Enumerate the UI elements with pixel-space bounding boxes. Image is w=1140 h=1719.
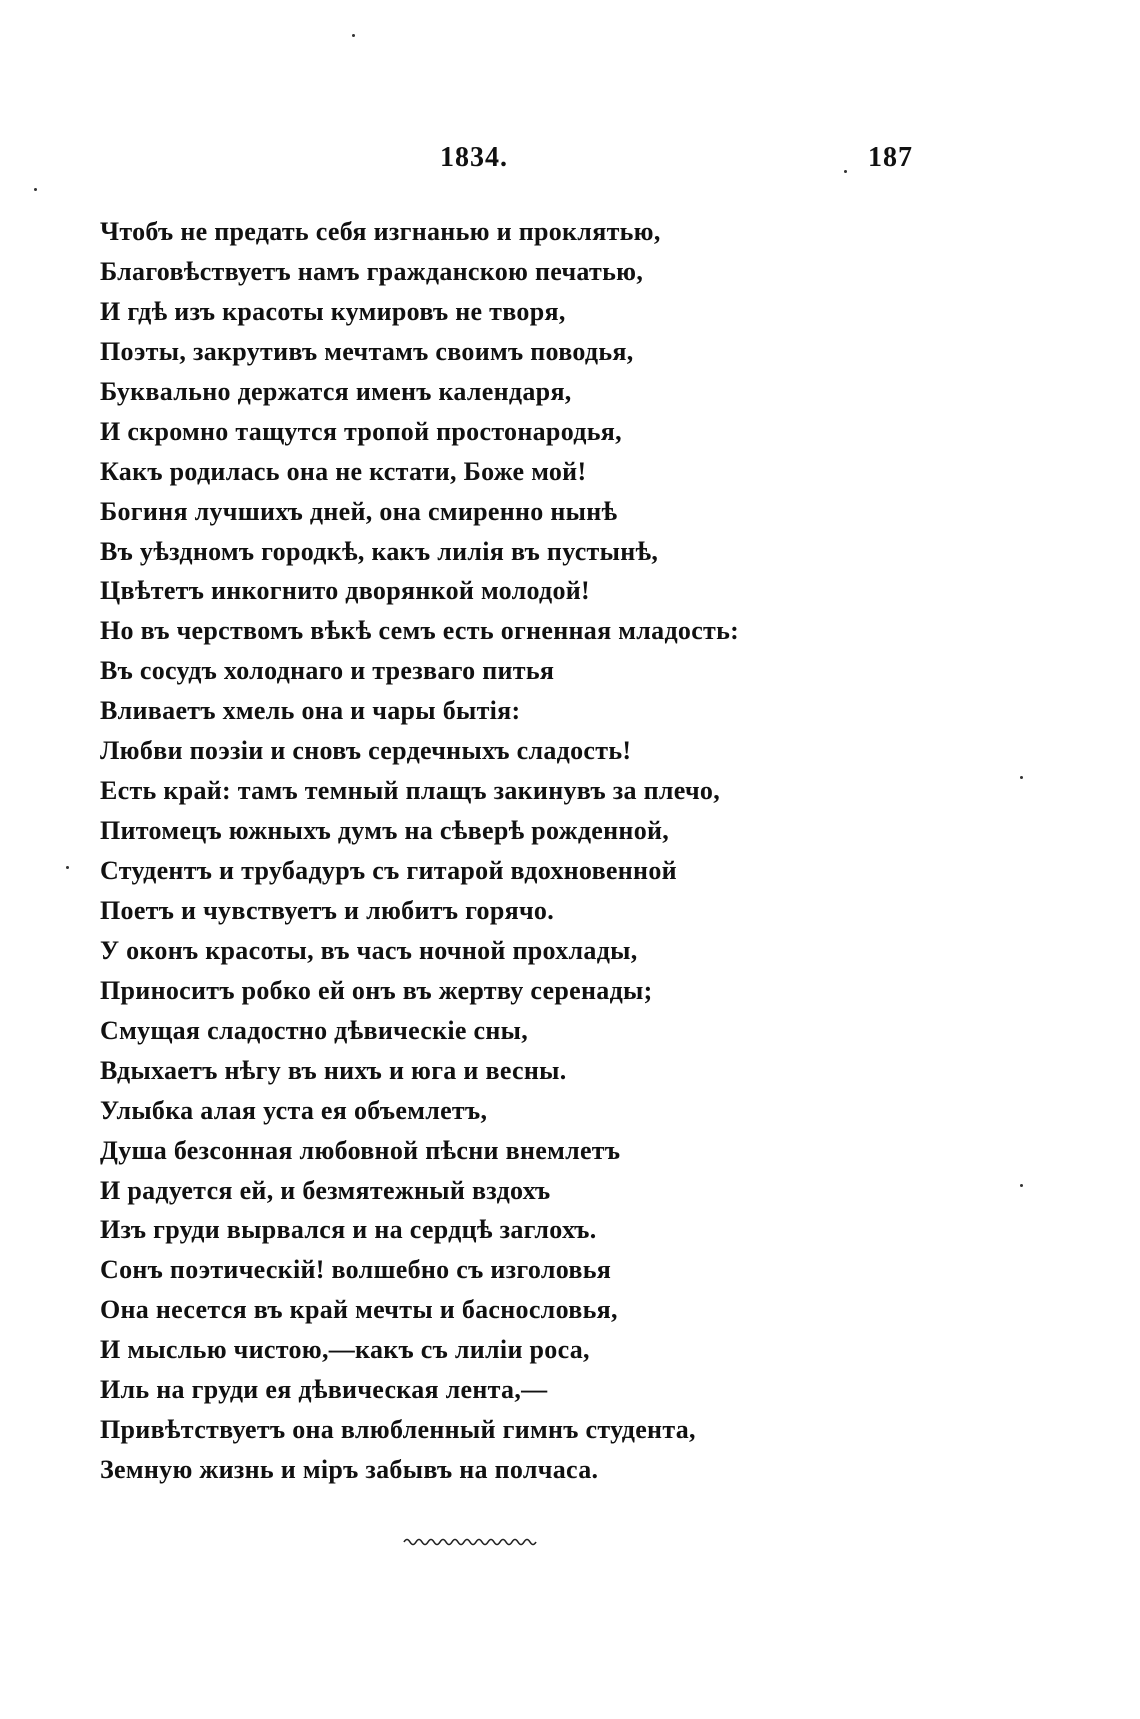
print-speck <box>1020 776 1023 779</box>
poem-text <box>100 212 1020 1490</box>
poem-line: И гдѣ изъ красоты кумировъ не творя, <box>100 296 566 326</box>
poem-line: Есть край: тамъ темный плащъ закинувъ за плечо, <box>100 776 721 806</box>
poem-line: Земную жизнь и міръ забывъ на полчаса. <box>100 1455 599 1485</box>
poem-line: И радуется ей, и безмятежный вздохъ <box>100 1175 551 1205</box>
print-speck <box>844 170 847 173</box>
poem-line: Вливаетъ хмель она и чары бытія: <box>100 696 521 726</box>
poem-line: Смущая сладостно дѣвическіе сны, <box>100 1015 529 1045</box>
poem-line: Приноситъ робко ей онъ въ жертву серенады; <box>100 975 653 1005</box>
poem-line: Она несется въ край мечты и баснословья, <box>100 1295 618 1325</box>
poem-line: Въ уѣздномъ городкѣ, какъ лилія въ пустынѣ, <box>100 536 659 566</box>
poem-line: Иль на груди ея дѣвическая лента,— <box>100 1375 548 1405</box>
print-speck <box>352 34 355 37</box>
poem-line: Въ сосудъ холоднаго и трезваго питья <box>100 656 555 686</box>
poem-line: Изъ груди вырвался и на сердцѣ заглохъ. <box>100 1215 597 1245</box>
poem-line: Душа безсонная любовной пѣсни внемлетъ <box>100 1135 621 1165</box>
poem-line: Поэты, закрутивъ мечтамъ своимъ поводья, <box>100 336 634 366</box>
poem-line: У оконъ красоты, въ часъ ночной прохлады, <box>100 935 638 965</box>
poem-line: Студентъ и трубадуръ съ гитарой вдохновенной <box>100 856 677 885</box>
poem-line: Благовѣствуетъ намъ гражданскою печатью, <box>100 256 644 286</box>
poem-line: Чтобъ не предать себя изгнанью и проклятью, <box>100 217 661 246</box>
print-speck <box>34 188 37 191</box>
print-speck <box>66 866 69 869</box>
page-number: 187 <box>868 142 913 173</box>
poem-line: Привѣтствуетъ она влюбленный гимнъ студента, <box>100 1415 696 1445</box>
poem-line: Какъ родилась она не кстати, Боже мой! <box>100 456 587 486</box>
poem-line: Богиня лучшихъ дней, она смиренно нынѣ <box>100 496 618 526</box>
header-year: 1834. <box>440 142 508 173</box>
running-header <box>0 142 1140 182</box>
poem-line: Вдыхаетъ нѣгу въ нихъ и юга и весны. <box>100 1055 567 1085</box>
poem-line: Цвѣтетъ инкогнито дворянкой молодой! <box>100 576 590 606</box>
poem-line: Буквально держатся именъ календаря, <box>100 376 572 406</box>
wavy-divider-ornament <box>402 1535 542 1549</box>
poem-line: Любви поэзіи и сновъ сердечныхъ сладость! <box>100 736 632 766</box>
poem-line: Улыбка алая уста ея объемлетъ, <box>100 1095 488 1125</box>
poem-line: Сонъ поэтическій! волшебно съ изголовья <box>100 1255 612 1285</box>
poem-line: И скромно тащутся тропой простонародья, <box>100 416 622 446</box>
print-speck <box>1020 1184 1023 1187</box>
poem-line: Питомецъ южныхъ думъ на сѣверѣ рожденной, <box>100 816 670 846</box>
poem-line: Но въ черствомъ вѣкѣ семъ есть огненная младость: <box>100 616 740 646</box>
poem-line: И мыслью чистою,—какъ съ лиліи роса, <box>100 1335 590 1365</box>
poem-line: Поетъ и чувствуетъ и любитъ горячо. <box>100 895 555 925</box>
